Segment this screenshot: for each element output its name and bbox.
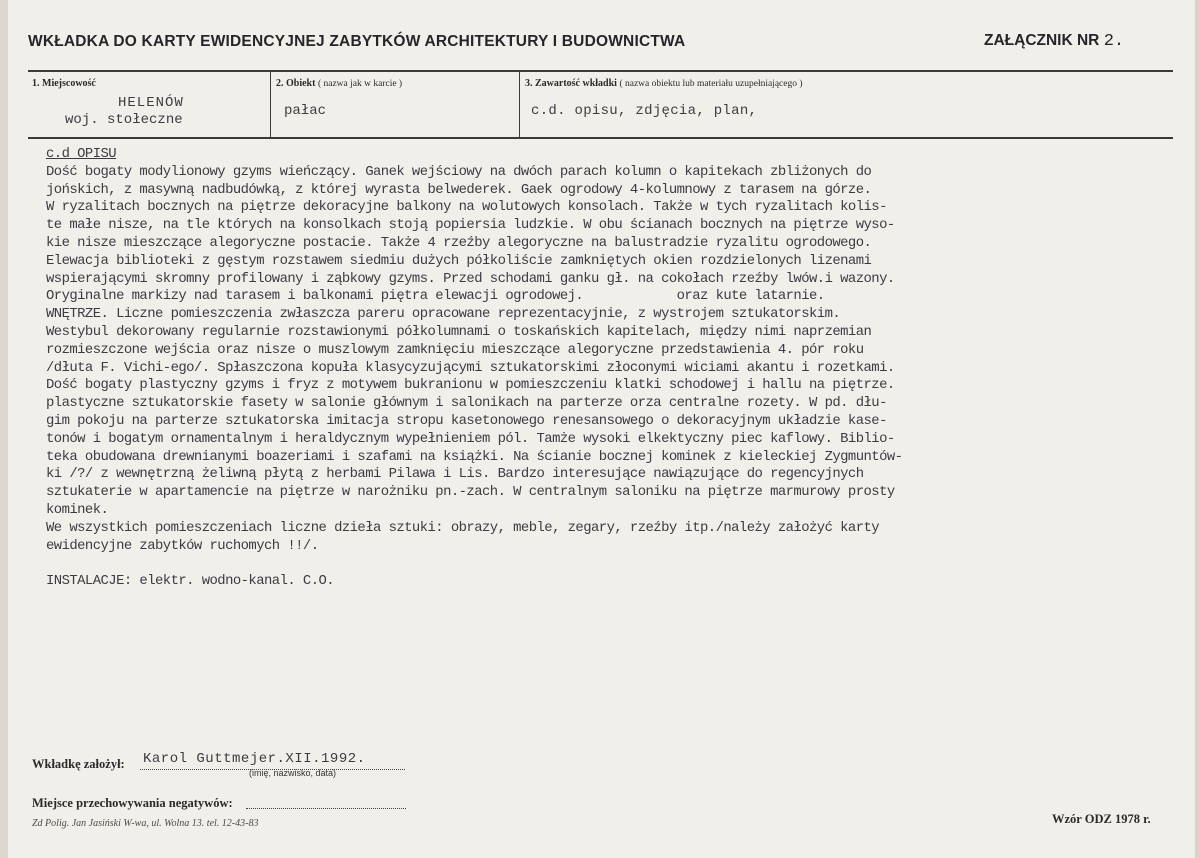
locality-label: 1. Miejscowość [32,78,96,89]
form-code: Wzór ODZ 1978 r. [1052,812,1151,826]
body-line: plastyczne sztukatorskie fasety w salonie głównym i salonikach na parterze orza centralne rozety. W pd. dłu- [46,395,887,412]
inserted-by-note: (imię, nazwisko, data) [249,768,337,778]
body-line: Dość bogaty plastyczny gzyms i fryz z motywem bukranionu w pomieszczeniu klatki schodowej i hallu na piętrze. [46,377,895,394]
body-line: teka obudowana drewnianymi boazeriami i szafami na książki. Na ścianie bocznej kominek z kieleckiej Zygmuntów- [46,448,903,465]
object-value: pałac [284,103,327,119]
content-label-wrap [525,78,803,89]
content-label: 3. Zawartość wkładki [525,78,617,89]
body-line: W ryzalitach bocznych na piętrze dekoracyjne balkony na wolutowych konsolach. Także w tych ryzalitach kolis- [46,199,887,216]
body-line: INSTALACJE: elektr. wodno-kanal. C.O. [46,573,335,590]
object-label-note: ( nazwa jak w karcie ) [317,79,403,89]
inserted-by-value: Karol Guttmejer.XII.1992. [143,751,366,767]
body-line: jońskich, z masywną nadbudówką, z której wyrasta belwederek. Gaek ogrodowy 4-kolumnowy z tarasem na górze. [46,181,872,198]
body-line [46,555,1166,573]
card-edge-right [1195,0,1199,858]
negatives-label: Miejsce przechowywania negatywów: [32,796,233,810]
body-line: gim pokoju na parterze sztukatorska imitacja stropu kasetonowego renesansowego o dekoracyjnym układzie kase- [46,412,887,429]
negatives-line [246,808,406,809]
annex-number: 2. [1103,32,1125,51]
top-rule [28,70,1173,72]
locality-value: HELENÓW [118,95,184,111]
body-line: sztukaterie w apartamencie na piętrze w narożniku pn.-zach. W centralnym saloniku na piętrze marmurowy prosty [46,484,895,501]
body-line: ewidencyjne zabytków ruchomych !!/. [46,537,319,554]
object-label: 2. Obiekt [276,78,316,89]
body-line: ki /?/ z wewnętrzną żeliwną płytą z herbami Pilawa i Lis. Bardzo interesujące nawiązujące do regencyjnych [46,466,864,483]
annex-header [984,32,1124,51]
body-line: c.d OPISU [46,146,117,162]
body-line: Elewacja biblioteki z gęstym rozstawem siedmiu dużych półkoliście zamkniętych okien rozdzielonych lizenami [46,252,872,269]
annex-label: ZAŁĄCZNIK NR [984,32,1100,49]
content-value: c.d. opisu, zdjęcia, plan, [531,103,758,119]
voivodeship-value: woj. stołeczne [65,112,183,128]
form-title: WKŁADKA DO KARTY EWIDENCYJNEJ ZABYTKÓW ARCHITEKTURY I BUDOWNICTWA [28,33,686,50]
body-line: Dość bogaty modylionowy gzyms wieńczący. Ganek wejściowy na dwóch parach kolumn o kapitekach zbliżonych do [46,163,872,180]
field-divider-2 [519,71,520,138]
object-label-wrap [276,78,402,89]
body-line: WNĘTRZE. Liczne pomieszczenia zwłaszcza pareru opracowane reprezentacyjnie, z wystrojem sztukatorskim. [46,306,841,323]
body-line: tonów i bogatym ornamentalnym i heraldycznym wypełnieniem pól. Tamże wysoki elkektyczny piec kaflowy. Biblio- [46,430,895,447]
field-divider-1 [270,71,271,138]
printer-imprint: Zd Polig. Jan Jasiński W-wa, ul. Wolna 13. tel. 12-43-83 [32,818,259,829]
body-line: kie nisze mieszczące alegoryczne postacie. Także 4 rzeźby alegoryczne na balustradzie ryzalitu ogrodowego. [46,234,872,251]
body-line: We wszystkich pomieszczeniach liczne dzieła sztuki: obrazy, meble, zegary, rzeźby itp./należy założyć karty [46,519,880,536]
body-line: wspierającymi skromny profilowany i ząbkowy gzyms. Przed schodami ganku gł. na cokołach rzeźby lwów.i wazony. [46,270,895,287]
body-line: Oryginalne markizy nad tarasem i balkonami piętra elewacji ogrodowej. oraz kute latarnie. [46,288,825,305]
body-line: /dłuta F. Vichi-ego/. Spłaszczona kopuła klasycyzującymi sztukatorskimi złoconymi wiciami akantu i rozetkami. [46,359,895,376]
body-line: kominek. [46,501,109,518]
card-edge-left [0,0,8,858]
body-line: rozmieszczone wejścia oraz nisze o muszlowym zamknięciu mieszczące alegoryczne przedstawienia 4. pór roku [46,341,864,358]
body-line: te małe nisze, na tle których na konsolkach stoją popiersia ludzkie. W obu ścianach bocznych na piętrze wyso- [46,217,895,234]
inserted-by-label: Wkładkę założył: [32,757,125,771]
content-label-note: ( nazwa obiektu lub materiału uzupełniającego ) [619,79,803,89]
description-body [46,146,1166,591]
fields-bottom-rule [28,137,1173,139]
body-line: Westybul dekorowany regularnie rozstawionymi półkolumnami o toskańskich kapitelach, między nimi naprzemian [46,323,872,340]
